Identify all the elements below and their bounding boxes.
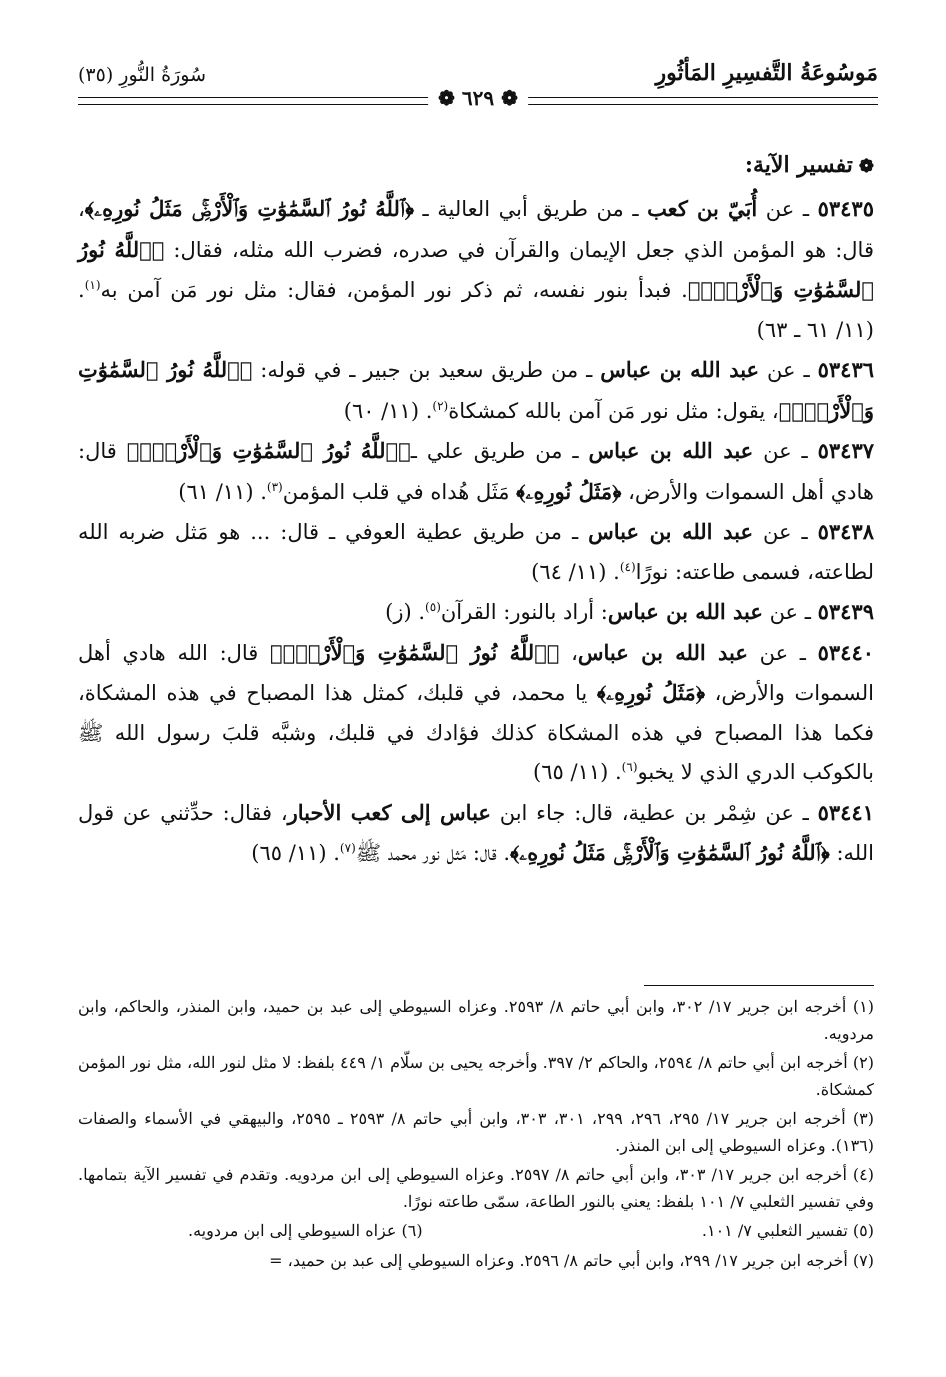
footnote-marker[interactable]: (٢) [432,398,449,413]
quran-verse: ﴿ٱللَّهُ نُورُ ٱلسَّمَٰوَٰتِ وَٱلْأَرْضِۚ﴾ [78,236,874,302]
narrator-name: عبد الله بن عباس [577,639,748,665]
narrator-name: أُبَيّ بن كعب [647,196,758,221]
entry-text: ـ عن [747,640,818,665]
entry-text: ـ عن شِمْر بن عطية، قال: جاء ابن [490,800,818,825]
source-reference: . (١١/ ٦٠) [343,398,433,423]
narration-entry [78,793,874,874]
quran-verse: ﴿ٱللَّهُ نُورُ ٱلسَّمَٰوَٰتِ وَٱلْأَرْضِۚ مَثَلُ نُورِهِۦ﴾ [84,196,414,221]
source-reference: . (١١/ ٦١ ـ ٦٣) [78,278,874,342]
narrator-name: عبد الله بن عباس [588,438,754,463]
entry-text: ـ عن [757,197,818,221]
footnote-marker[interactable]: (٥) [425,600,441,614]
narrator-name: عباس إلى كعب الأحبار [287,799,491,825]
page-number-text: ٦٢٩ [461,86,495,110]
footnote-marker[interactable]: (٧) [339,841,356,855]
source-reference: . (١١/ ٦٥) [251,841,340,865]
footnote-marker[interactable]: (٣) [266,479,283,494]
narrator-name: عبد الله بن عباس [607,599,763,624]
quran-verse: ﴿مَثَلُ نُورِهِۦ﴾ [596,680,706,705]
entry-text: ـ عن [759,358,818,382]
source-reference: . (١١/ ٦٥) [533,760,622,784]
entry-text: ـ من طريق علي ـ [410,439,589,463]
quran-verse: ﴿ٱللَّهُ نُورُ ٱلسَّمَٰوَٰتِ وَٱلْأَرْضِۚ﴾ [78,357,874,423]
entry-number: ٥٣٤٣٧ [817,438,875,463]
footnotes [78,994,874,1277]
footnote: (٥) تفسير الثعلبي ٧/ ١٠١. [701,1221,874,1240]
flower-ornament-icon: ❁ [858,156,874,177]
quran-verse: ﴿مَثَلُ نُورِهِۦ﴾ [516,478,622,504]
footnote: (٦) عزاه السيوطي إلى ابن مردويه. [188,1221,423,1240]
book-title: مَوسُوعَةُ التَّفسِيرِ المَأثُورِ [655,60,878,86]
source-reference: . (١١/ ٦١) [178,479,267,504]
entry-text: ـ عن [753,520,818,544]
page-number: ❁ ٦٢٩ ❁ [428,86,528,110]
footnote: (٢) أخرجه ابن أبي حاتم ٨/ ٢٥٩٤، والحاكم ٢/ ٣٩٧. وأخرجه يحيى بن سلّام ١/ ٤٤٩ بلفظ: لا مثل لنور الله، مثل نور المؤمن كمشكاة. [78,1053,874,1099]
narrator-name: عبد الله بن عباس [600,357,760,382]
narrator-name: عبد الله بن عباس [588,519,754,544]
page-header [78,60,878,130]
narration-entry [78,350,874,431]
narration-entry [78,592,874,633]
quran-verse: ﴿ٱللَّهُ نُورُ ٱلسَّمَٰوَٰتِ وَٱلْأَرْضِۚ مَثَلُ نُورِهِۦ﴾ [510,840,830,865]
footnote: (٧) أخرجه ابن جرير ١٧/ ٢٩٩، وابن أبي حاتم ٨/ ٢٥٩٦. وعزاه السيوطي إلى عبد بن حميد، = [269,1250,874,1270]
entry-text: قال: هادي أهل السموات والأرض، [78,439,874,504]
narration-entry [78,633,874,793]
entry-text: ـ من طريق عطية العوفي ـ قال: ... هو مَثل ضربه الله لطاعته، فسمى طاعته: نورًا [78,520,874,584]
entry-number: ٥٣٤٣٥ [817,196,874,221]
footnote-pair [78,1218,874,1245]
entry-text: ، [559,640,578,665]
entry-text: مَثَل هُداه في قلب المؤمن [282,479,517,504]
entry-text: ـ عن [762,600,818,624]
entry-number: ٥٣٤٤١ [817,799,874,825]
entry-number: ٥٣٤٣٨ [817,519,874,544]
entry-text: قال: الله هادي أهل السموات والأرض، [78,640,874,705]
surah-title: سُورَةُ النُّورِ (٣٥) [78,64,206,86]
entry-number: ٥٣٤٤٠ [817,639,875,665]
source-reference: . (١١/ ٦٤) [531,559,620,584]
entry-text: ـ عن [753,439,818,463]
footnote-marker[interactable]: (٦) [621,760,638,774]
footnote-divider [644,985,874,986]
footnote-marker[interactable]: (٤) [619,559,636,574]
section-heading-text: تفسير الآية: [744,152,853,178]
entry-text: . قال: مَثل نور محمد ﷺ [355,841,510,865]
narration-entry [78,431,874,512]
narration-entry [78,189,874,350]
section-heading [78,145,874,187]
entry-text: يا محمد، في قلبك، كمثل هذا المصباح في هذه المشكاة، فكما هذا المصباح في هذه المشكاة كذلك فؤادك في قلبك، وشبَّه قلبَ رسول الله ﷺ بالكوكب الدري الذي لا يخبو [78,681,874,784]
main-text [78,145,874,874]
entry-text: ، يقول: مثل نور مَن آمن بالله كمشكاة [448,398,779,423]
entry-text: ـ من طريق سعيد بن جبير ـ في قوله: [252,358,601,382]
entry-number: ٥٣٤٣٩ [817,599,874,624]
quran-verse: ﴿ٱللَّهُ نُورُ ٱلسَّمَٰوَٰتِ وَٱلْأَرْضِۚ﴾ [270,639,560,665]
entry-text: . فبدأ بنور نفسه، ثم ذكر نور المؤمن، فقال: مثل نور مَن آمن به [100,278,688,302]
footnote: (٤) أخرجه ابن جرير ١٧/ ٣٠٣، وابن أبي حاتم ٨/ ٢٥٩٧. وعزاه السيوطي إلى ابن مردويه. وتقدم في تفسير الآية بتمامها. وفي تفسير الثعلبي ٧/ ١٠١ بلفظ: يعني بالنور الطاعة، سمّى طاعته نورًا. [78,1165,875,1211]
quran-verse: ﴿ٱللَّهُ نُورُ ٱلسَّمَٰوَٰتِ وَٱلْأَرْضِۚ﴾ [126,438,411,463]
entry-text: ، فقال: حدِّثني عن قول الله: [78,800,874,865]
entry-text: : أراد بالنور: القرآن [440,600,608,624]
footnote: (١) أخرجه ابن جرير ١٧/ ٣٠٢، وابن أبي حاتم ٨/ ٢٥٩٣. وعزاه السيوطي إلى عبد بن حميد، وابن المنذر، والحاكم، وابن مردويه. [78,997,874,1043]
footnote-marker[interactable]: (١) [84,278,101,292]
entry-text: ، قال: هو المؤمن الذي جعل الإيمان والقرآن في صدره، فضرب الله مثله، فقال: [78,197,874,262]
entry-text: ـ من طريق أبي العالية ـ [414,197,648,221]
narration-entry [78,512,874,592]
entry-number: ٥٣٤٣٦ [817,357,875,382]
source-reference: . (ز) [385,600,426,624]
footnote: (٣) أخرجه ابن جرير ١٧/ ٢٩٥، ٢٩٦، ٢٩٩، ٣٠١، ٣٠٣، وابن أبي حاتم ٨/ ٢٥٩٣ ـ ٢٥٩٥، والبيهقي في الأسماء والصفات (١٣٦). وعزاه السيوطي إلى ابن المنذر. [78,1109,875,1155]
